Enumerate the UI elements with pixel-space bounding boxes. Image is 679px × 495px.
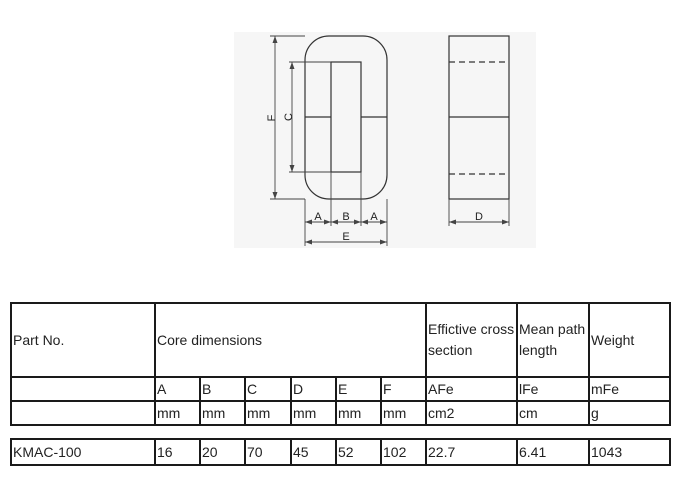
table-unit-row (11, 401, 670, 425)
table-header-row (11, 303, 670, 377)
unit-cell: mm (200, 401, 245, 425)
value-cell: 70 (245, 439, 291, 465)
unit-cell: mm (245, 401, 291, 425)
unit-cell: mm (381, 401, 426, 425)
value-cell: 1043 (589, 439, 670, 465)
table-spacer (11, 425, 670, 439)
core-spec-table (10, 302, 671, 466)
symbol-cell: mFe (589, 377, 670, 401)
drawing-background (234, 32, 536, 248)
unit-cell: mm (155, 401, 200, 425)
unit-cell: cm (517, 401, 589, 425)
table-spacer-row (11, 425, 670, 439)
header-weight: Weight (589, 303, 670, 377)
value-cell: 52 (336, 439, 381, 465)
table-row (11, 439, 670, 465)
value-cell: 16 (155, 439, 200, 465)
value-cell: 6.41 (517, 439, 589, 465)
dimension-label-a-right: A (370, 211, 378, 223)
unit-cell: cm2 (426, 401, 517, 425)
table-symbol-row (11, 377, 670, 401)
header-mean-path-length: Mean path length (517, 303, 589, 377)
symbol-cell-empty (11, 377, 155, 401)
value-cell: 22.7 (426, 439, 517, 465)
symbol-cell: B (200, 377, 245, 401)
header-part-no: Part No. (11, 303, 155, 377)
unit-cell-empty (11, 401, 155, 425)
symbol-cell: C (245, 377, 291, 401)
dimension-label-f: F (266, 114, 278, 122)
value-cell: 102 (381, 439, 426, 465)
dimension-label-b: B (342, 211, 350, 223)
dimension-label-a-left: A (314, 211, 322, 223)
unit-cell: mm (291, 401, 336, 425)
value-cell: 20 (200, 439, 245, 465)
symbol-cell: E (336, 377, 381, 401)
part-no-cell: KMAC-100 (11, 439, 155, 465)
dimension-label-d: D (475, 211, 483, 223)
unit-cell: mm (336, 401, 381, 425)
value-cell: 45 (291, 439, 336, 465)
symbol-cell: F (381, 377, 426, 401)
dimension-label-c: C (283, 113, 295, 121)
symbol-cell: AFe (426, 377, 517, 401)
symbol-cell: D (291, 377, 336, 401)
header-core-dimensions: Core dimensions (155, 303, 426, 377)
unit-cell: g (589, 401, 670, 425)
header-effective-cross-section: Effictive cross section (426, 303, 517, 377)
symbol-cell: lFe (517, 377, 589, 401)
symbol-cell: A (155, 377, 200, 401)
dimension-label-e: E (342, 231, 350, 243)
